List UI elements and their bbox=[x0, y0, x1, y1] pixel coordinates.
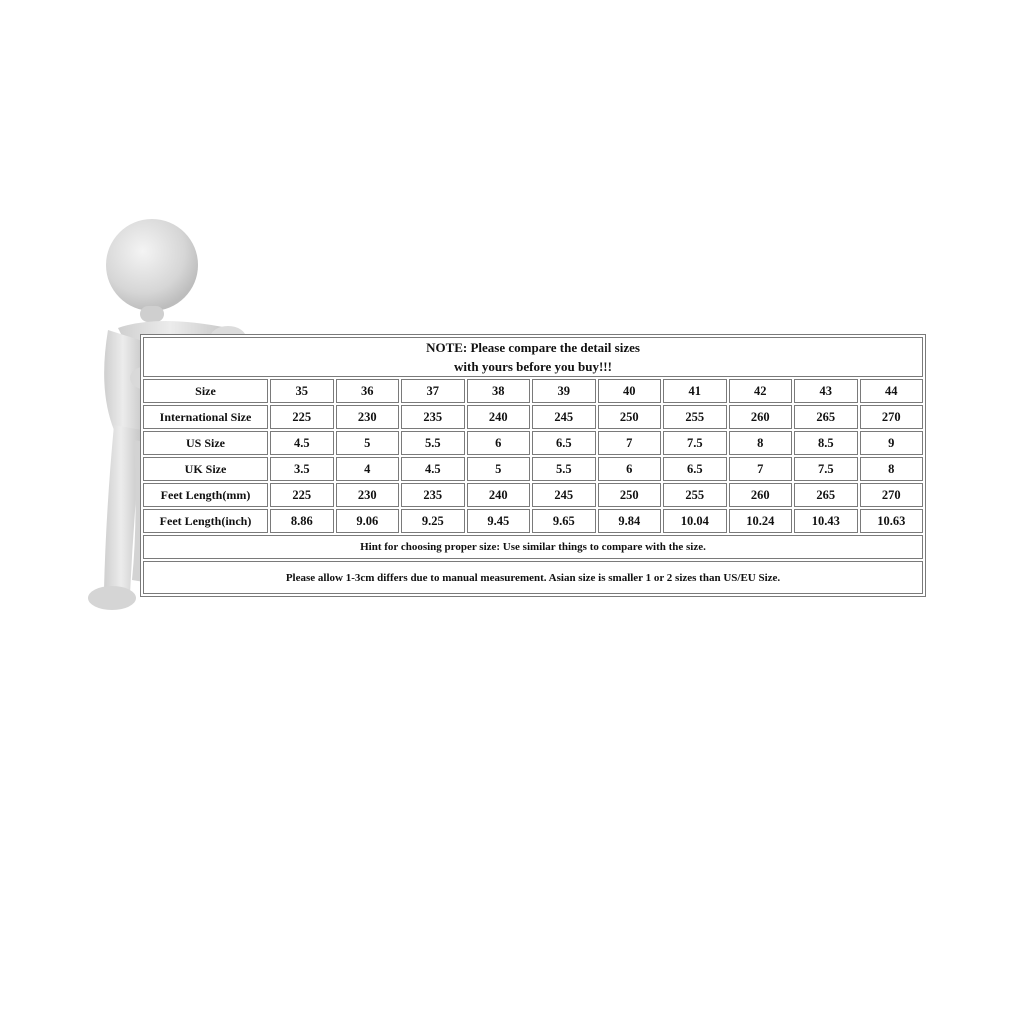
table-cell: 265 bbox=[794, 405, 858, 429]
table-cell: 255 bbox=[663, 483, 727, 507]
table-cell: 7.5 bbox=[663, 431, 727, 455]
hint-row bbox=[143, 535, 923, 559]
table-cell: 38 bbox=[467, 379, 531, 403]
table-cell: 6.5 bbox=[663, 457, 727, 481]
table-cell: 6.5 bbox=[532, 431, 596, 455]
table-cell: 41 bbox=[663, 379, 727, 403]
table-cell: 9.45 bbox=[467, 509, 531, 533]
table-cell: 245 bbox=[532, 405, 596, 429]
row-label: UK Size bbox=[143, 457, 268, 481]
table-row-uk-size bbox=[143, 457, 923, 481]
figure-head bbox=[106, 219, 198, 311]
row-label: International Size bbox=[143, 405, 268, 429]
table-cell: 270 bbox=[860, 483, 924, 507]
hint-text: Hint for choosing proper size: Use similar things to compare with the size. bbox=[143, 535, 923, 559]
table-cell: 43 bbox=[794, 379, 858, 403]
table-cell: 4.5 bbox=[401, 457, 465, 481]
table-cell: 4 bbox=[336, 457, 400, 481]
row-label: Feet Length(inch) bbox=[143, 509, 268, 533]
table-cell: 9.06 bbox=[336, 509, 400, 533]
table-cell: 6 bbox=[598, 457, 662, 481]
table-cell: 7 bbox=[729, 457, 793, 481]
table-cell: 39 bbox=[532, 379, 596, 403]
table-cell: 250 bbox=[598, 405, 662, 429]
table-cell: 37 bbox=[401, 379, 465, 403]
table-cell: 5 bbox=[336, 431, 400, 455]
table-row-international-size bbox=[143, 405, 923, 429]
table-cell: 235 bbox=[401, 405, 465, 429]
table-cell: 8.86 bbox=[270, 509, 334, 533]
table-cell: 8 bbox=[729, 431, 793, 455]
allow-row bbox=[143, 561, 923, 594]
table-cell: 9.25 bbox=[401, 509, 465, 533]
row-label: Size bbox=[143, 379, 268, 403]
note-cell bbox=[143, 337, 923, 377]
table-cell: 4.5 bbox=[270, 431, 334, 455]
table-cell: 270 bbox=[860, 405, 924, 429]
note-line-2: with yours before you buy!!! bbox=[454, 359, 612, 374]
table-cell: 3.5 bbox=[270, 457, 334, 481]
size-chart-table bbox=[140, 334, 926, 597]
table-cell: 9.65 bbox=[532, 509, 596, 533]
table-cell: 255 bbox=[663, 405, 727, 429]
table-cell: 10.04 bbox=[663, 509, 727, 533]
table-cell: 10.24 bbox=[729, 509, 793, 533]
table-cell: 5.5 bbox=[401, 431, 465, 455]
table-cell: 40 bbox=[598, 379, 662, 403]
table-cell: 230 bbox=[336, 405, 400, 429]
table-cell: 9.84 bbox=[598, 509, 662, 533]
table-cell: 235 bbox=[401, 483, 465, 507]
table-cell: 35 bbox=[270, 379, 334, 403]
row-label: Feet Length(mm) bbox=[143, 483, 268, 507]
table-cell: 8.5 bbox=[794, 431, 858, 455]
table-row-size bbox=[143, 379, 923, 403]
table-cell: 10.43 bbox=[794, 509, 858, 533]
table-row-us-size bbox=[143, 431, 923, 455]
table-cell: 245 bbox=[532, 483, 596, 507]
allowance-text: Please allow 1-3cm differs due to manual measurement. Asian size is smaller 1 or 2 sizes than US/EU Size. bbox=[143, 561, 923, 594]
table-cell: 6 bbox=[467, 431, 531, 455]
table-cell: 225 bbox=[270, 405, 334, 429]
table-cell: 265 bbox=[794, 483, 858, 507]
table-cell: 7.5 bbox=[794, 457, 858, 481]
table-cell: 9 bbox=[860, 431, 924, 455]
table-row-feet-length-inch bbox=[143, 509, 923, 533]
table-cell: 5.5 bbox=[532, 457, 596, 481]
table-cell: 240 bbox=[467, 483, 531, 507]
table-cell: 260 bbox=[729, 405, 793, 429]
table-cell: 44 bbox=[860, 379, 924, 403]
note-line-1: NOTE: Please compare the detail sizes bbox=[426, 340, 640, 355]
table-cell: 225 bbox=[270, 483, 334, 507]
table-cell: 10.63 bbox=[860, 509, 924, 533]
table-cell: 42 bbox=[729, 379, 793, 403]
table-cell: 7 bbox=[598, 431, 662, 455]
table-cell: 250 bbox=[598, 483, 662, 507]
note-row bbox=[143, 337, 923, 377]
table-cell: 240 bbox=[467, 405, 531, 429]
table-cell: 230 bbox=[336, 483, 400, 507]
table-cell: 260 bbox=[729, 483, 793, 507]
table-row-feet-length-mm bbox=[143, 483, 923, 507]
table-cell: 36 bbox=[336, 379, 400, 403]
row-label: US Size bbox=[143, 431, 268, 455]
table-cell: 5 bbox=[467, 457, 531, 481]
table-cell: 8 bbox=[860, 457, 924, 481]
